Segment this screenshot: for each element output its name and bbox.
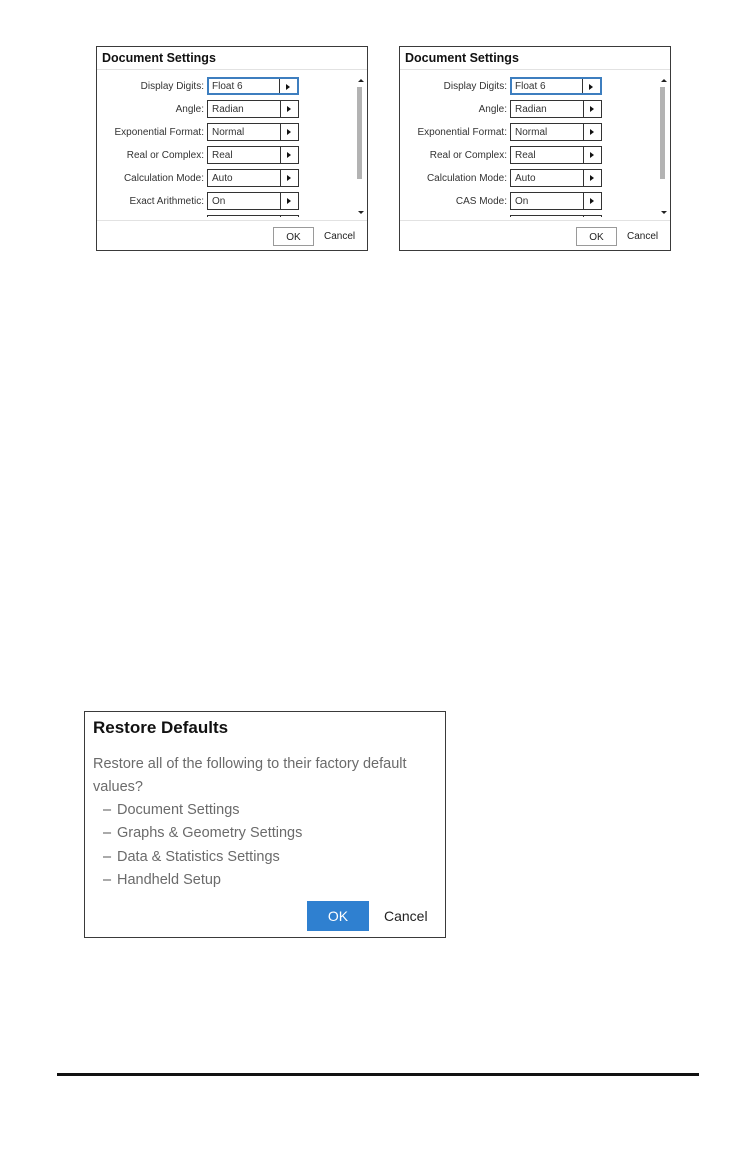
list-item-label: Handheld Setup: [117, 871, 221, 888]
setting-label: Angle:: [175, 104, 204, 115]
list-item: [103, 822, 302, 845]
list-item: [103, 869, 302, 892]
real-or-complex-select[interactable]: [510, 146, 602, 164]
ok-button[interactable]: OK: [307, 901, 369, 931]
settings-list: [97, 71, 357, 217]
select-value: Auto: [515, 173, 536, 184]
select-dropdown-button[interactable]: [583, 216, 601, 217]
triangle-right-icon: [589, 84, 593, 90]
triangle-right-icon: [286, 84, 290, 90]
dash-bullet: –: [103, 848, 112, 865]
scroll-up-arrow-icon[interactable]: [661, 79, 667, 82]
list-item-label: Graphs & Geometry Settings: [117, 825, 303, 842]
triangle-right-icon: [287, 106, 291, 112]
triangle-right-icon: [287, 175, 291, 181]
triangle-right-icon: [590, 175, 594, 181]
dash-bullet: –: [103, 871, 112, 888]
setting-row-display-digits: [97, 77, 355, 97]
setting-row-calculation-mode: [400, 169, 658, 189]
select-dropdown-button[interactable]: [583, 170, 601, 186]
cancel-button[interactable]: Cancel: [324, 231, 356, 242]
title-divider: [97, 69, 367, 70]
select-dropdown-button[interactable]: [280, 193, 298, 209]
select-dropdown-button[interactable]: [280, 170, 298, 186]
triangle-right-icon: [590, 129, 594, 135]
select-dropdown-button[interactable]: [583, 124, 601, 140]
setting-row-real-or-complex: [400, 146, 658, 166]
restore-items-list: [103, 799, 302, 892]
setting-label: CAS Mode:: [455, 196, 507, 207]
calculation-mode-select[interactable]: [510, 169, 602, 187]
select-dropdown-button[interactable]: [583, 101, 601, 117]
setting-label: Calculation Mode:: [123, 173, 204, 184]
triangle-right-icon: [590, 106, 594, 112]
setting-row-real-or-complex: [97, 146, 355, 166]
list-item: [103, 799, 302, 822]
dialog-title: Document Settings: [405, 51, 519, 65]
scrollbar-thumb[interactable]: [357, 87, 362, 179]
display-digits-select[interactable]: [207, 77, 299, 95]
ok-button[interactable]: OK: [576, 227, 617, 246]
select-value: Float 6: [212, 81, 243, 92]
setting-label: Exponential Format:: [114, 127, 204, 138]
exact-arithmetic-select[interactable]: [207, 192, 299, 210]
list-item-label: Document Settings: [117, 802, 240, 818]
select-dropdown-button[interactable]: [280, 101, 298, 117]
setting-label: Display Digits:: [443, 81, 507, 92]
triangle-right-icon: [590, 152, 594, 158]
triangle-right-icon: [287, 152, 291, 158]
select-value: Real: [515, 150, 536, 161]
select-dropdown-button[interactable]: [583, 193, 601, 209]
setting-row-angle: [97, 100, 355, 120]
scroll-up-arrow-icon[interactable]: [358, 79, 364, 82]
select-value: Normal: [212, 127, 245, 138]
angle-select[interactable]: [510, 100, 602, 118]
dash-bullet: –: [103, 825, 112, 842]
dialog-title: Document Settings: [102, 51, 216, 65]
select-value: On: [212, 196, 226, 207]
dialog-title: Restore Defaults: [93, 718, 229, 737]
button-divider: [97, 220, 367, 221]
select-dropdown-button[interactable]: [279, 79, 297, 93]
triangle-right-icon: [287, 129, 291, 135]
title-divider: [400, 69, 670, 70]
setting-row-angle: [400, 100, 658, 120]
exponential-format-select[interactable]: [207, 123, 299, 141]
select-value: Auto: [212, 173, 233, 184]
cas-mode-select[interactable]: [510, 192, 602, 210]
exponential-format-select[interactable]: [510, 123, 602, 141]
setting-label: Exponential Format:: [417, 127, 507, 138]
cancel-button[interactable]: Cancel: [384, 908, 428, 924]
setting-label: Calculation Mode:: [426, 173, 507, 184]
setting-row-partial: [97, 215, 355, 217]
display-digits-select[interactable]: [510, 77, 602, 95]
setting-label: Angle:: [478, 104, 507, 115]
list-item-label: Data & Statistics Settings: [117, 848, 280, 865]
document-settings-dialog-left: [96, 46, 368, 251]
setting-row-display-digits: [400, 77, 658, 97]
scroll-down-arrow-icon[interactable]: [358, 211, 364, 214]
select-value: Float 6: [515, 81, 546, 92]
scrollbar-thumb[interactable]: [660, 87, 665, 179]
dialog-message: Restore all of the following to their factory default values?: [93, 756, 407, 795]
triangle-right-icon: [287, 198, 291, 204]
select-value: Real: [212, 150, 233, 161]
setting-row-exponential-format: [97, 123, 355, 143]
footer-rule: [57, 1073, 699, 1076]
select-dropdown-button[interactable]: [280, 216, 298, 217]
angle-select[interactable]: [207, 100, 299, 118]
button-divider: [400, 220, 670, 221]
setting-row-partial: [400, 215, 658, 217]
restore-defaults-dialog: [84, 711, 446, 938]
setting-label: Display Digits:: [140, 81, 204, 92]
setting-row-calculation-mode: [97, 169, 355, 189]
select-dropdown-button[interactable]: [582, 79, 600, 93]
dash-bullet: –: [103, 802, 112, 818]
select-dropdown-button[interactable]: [280, 147, 298, 163]
partially-visible-select[interactable]: [207, 215, 299, 217]
real-or-complex-select[interactable]: [207, 146, 299, 164]
setting-row-cas-mode: [400, 192, 658, 212]
partially-visible-select[interactable]: [510, 215, 602, 217]
setting-label: Real or Complex:: [429, 150, 507, 161]
setting-row-exact-arithmetic: [97, 192, 355, 212]
ok-button[interactable]: OK: [273, 227, 314, 246]
select-dropdown-button[interactable]: [280, 124, 298, 140]
setting-label: Real or Complex:: [126, 150, 204, 161]
select-dropdown-button[interactable]: [583, 147, 601, 163]
cancel-button[interactable]: Cancel: [627, 231, 659, 242]
triangle-right-icon: [590, 198, 594, 204]
scroll-down-arrow-icon[interactable]: [661, 211, 667, 214]
calculation-mode-select[interactable]: [207, 169, 299, 187]
select-value: Radian: [515, 104, 547, 115]
setting-row-exponential-format: [400, 123, 658, 143]
select-value: Normal: [515, 127, 548, 138]
setting-label: Exact Arithmetic:: [129, 196, 204, 207]
select-value: On: [515, 196, 529, 207]
settings-list: [400, 71, 660, 217]
select-value: Radian: [212, 104, 244, 115]
document-settings-dialog-right: [399, 46, 671, 251]
list-item: [103, 846, 302, 869]
